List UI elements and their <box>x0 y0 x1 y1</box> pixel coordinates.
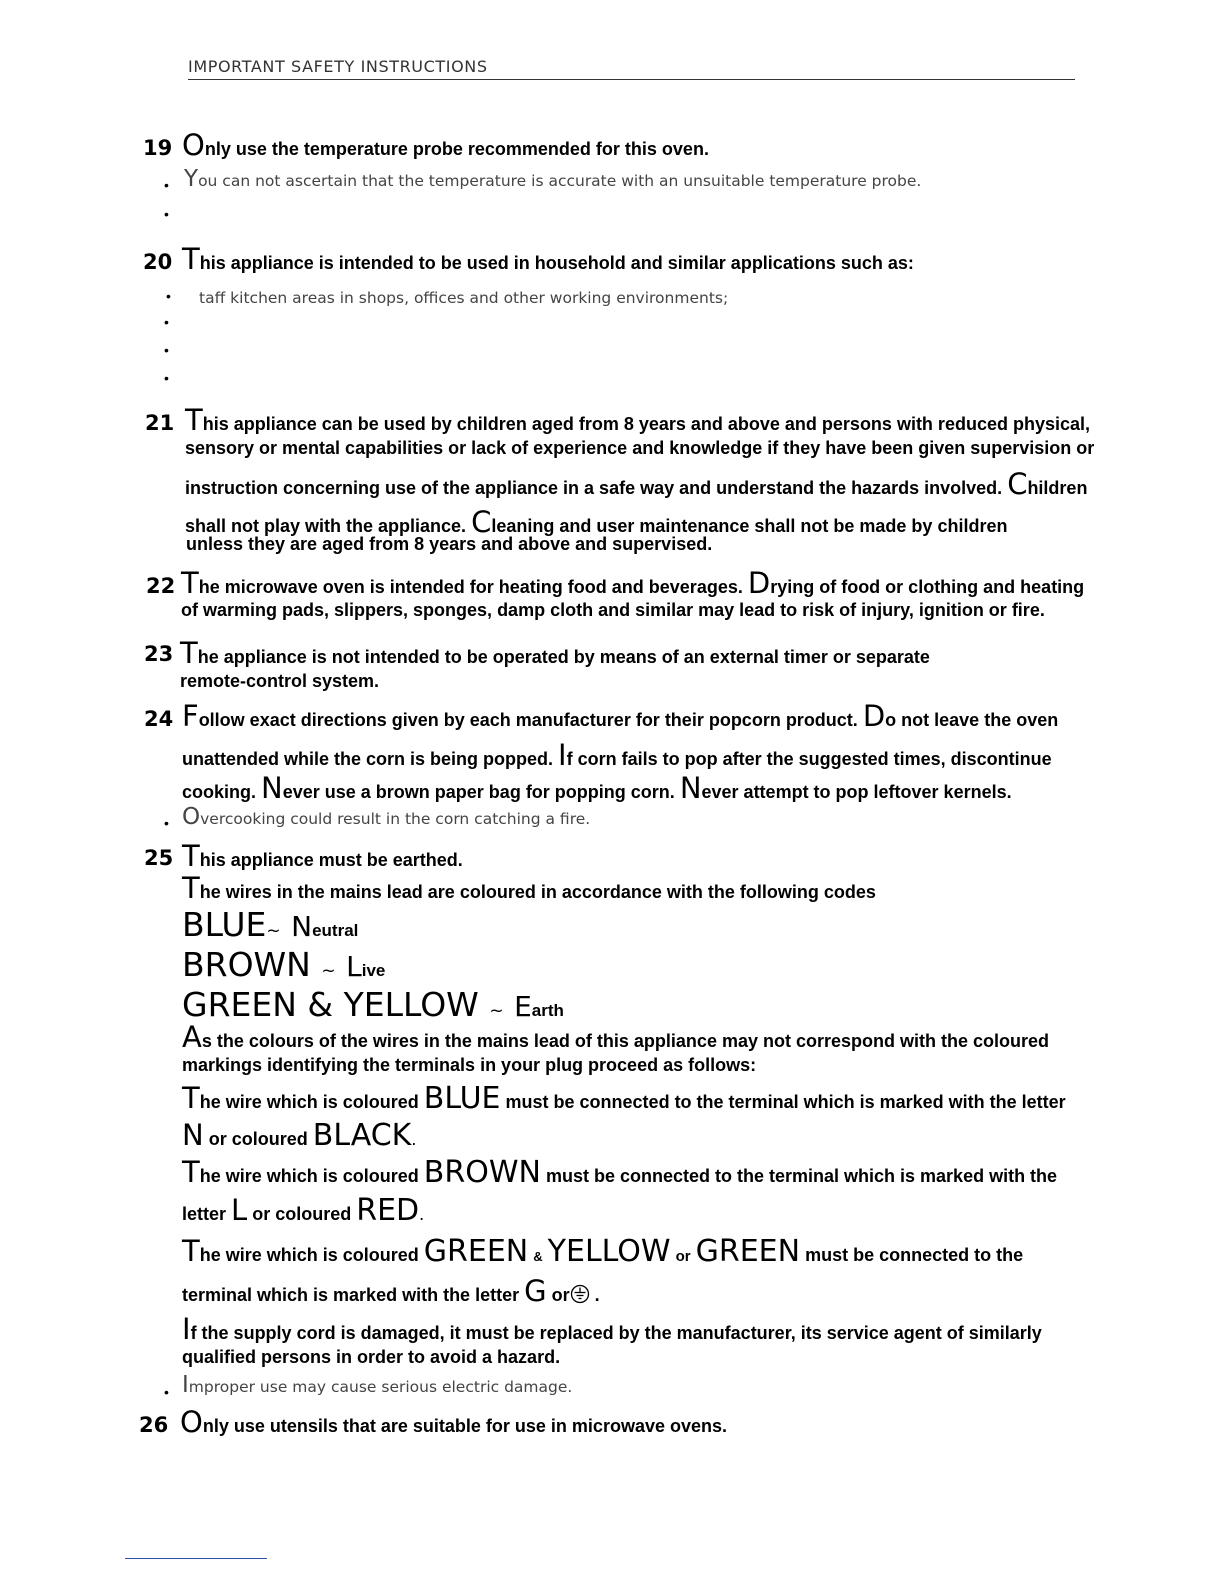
item-25-line-1 <box>182 839 463 873</box>
item-25-para-3-text-a: he wire which is coloured <box>199 1166 419 1186</box>
item-25-para-2-blue: BLUE <box>423 1081 501 1116</box>
item-24-note-text: vercooking could result in the corn catching a fire. <box>200 810 591 828</box>
item-25-bullet: • <box>164 1384 169 1400</box>
item-25-line-2 <box>182 871 876 905</box>
item-25-para-3-line-2 <box>182 1193 425 1228</box>
item-25-para-2-letter-n: N <box>182 1118 204 1152</box>
item-25-para-4-line-1 <box>182 1234 1024 1269</box>
item-21-number: 21 <box>145 411 175 435</box>
item-25-cap: T <box>182 839 200 873</box>
item-24-line-3 <box>182 771 1012 805</box>
item-25-para-2-text-c: or coloured <box>208 1129 308 1149</box>
item-25-note-text: mproper use may cause serious electric damage. <box>188 1378 573 1396</box>
wire-code-brown <box>182 945 385 984</box>
item-21-line-3 <box>185 467 1087 501</box>
item-25-para-5-line-1-text: f the supply cord is damaged, it must be replaced by the manufacturer, its service agent of similarly <box>190 1323 1042 1343</box>
item-21-line-3-cap: C <box>1007 467 1028 501</box>
footnote-rule <box>125 1558 267 1559</box>
item-25-para-2-text-a: he wire which is coloured <box>199 1092 419 1112</box>
item-19-note <box>184 166 921 192</box>
item-21-line-4-cap: C <box>471 505 492 539</box>
item-19-heading <box>182 128 709 162</box>
item-23-number: 23 <box>144 642 174 666</box>
item-25-para-4-or: or <box>675 1248 691 1265</box>
item-21-line-3-text: instruction concerning use of the appliance in a safe way and understand the hazards involved. <box>185 478 1003 498</box>
item-20-bullet-1: • <box>166 288 171 304</box>
item-25-para-1-line-2: markings identifying the terminals in your plug proceed as follows: <box>182 1055 757 1075</box>
item-20-text: his appliance is intended to be used in household and similar applications such as: <box>199 253 914 273</box>
item-22-line-2: of warming pads, slippers, sponges, damp cloth and similar may lead to risk of injury, ignition or fire. <box>181 600 1045 620</box>
item-21-line-1 <box>185 403 1090 437</box>
item-24-cap: F <box>182 699 199 733</box>
item-22-line-1-text: he microwave oven is intended for heating food and beverages. <box>198 577 743 597</box>
item-24-line-1-text: ollow exact directions given by each manufacturer for their popcorn product. <box>198 710 858 730</box>
item-25-para-4-end: . <box>594 1285 600 1305</box>
item-21-line-4-end: leaning and user maintenance shall not be made by children <box>491 516 1008 536</box>
item-24-line-2-text: unattended while the corn is being popped. <box>182 749 554 769</box>
item-24-line-3-cap: N <box>261 771 283 805</box>
item-21-line-3-end: hildren <box>1027 478 1088 498</box>
item-25-para-3-text-d: or coloured <box>252 1204 352 1224</box>
wire-code-green-yellow <box>182 985 564 1024</box>
item-24-line-2 <box>182 738 1052 772</box>
item-20-bullet-4: • <box>164 370 169 386</box>
item-25-note-cap: I <box>182 1372 189 1398</box>
item-22-number: 22 <box>146 574 176 598</box>
item-23-line-2: remote-control system. <box>180 671 380 691</box>
item-25-para-3-cap: T <box>182 1155 200 1189</box>
item-25-para-4-amp: & <box>533 1249 543 1264</box>
item-24-bullet: • <box>164 815 169 831</box>
page-header-title: IMPORTANT SAFETY INSTRUCTIONS <box>188 57 488 76</box>
item-25-para-5-cap: I <box>182 1312 191 1346</box>
item-20-cap: T <box>182 242 200 276</box>
item-25-para-3-text-c: letter <box>182 1204 227 1224</box>
item-25-para-2-text-b: must be connected to the terminal which is marked with the letter <box>505 1092 1066 1112</box>
item-24-line-3-text: cooking. <box>182 782 257 802</box>
wire-code-green-yellow-cap: E <box>514 990 532 1023</box>
item-25-para-4-cap: T <box>182 1234 200 1268</box>
item-21-line-2: sensory or mental capabilities or lack of experience and knowledge if they have been given supervision or <box>185 438 1095 458</box>
item-25-para-4-letter-g: G <box>524 1274 547 1308</box>
item-25-para-4-text-b: must be connected to the <box>805 1245 1024 1265</box>
wire-code-blue-cap: N <box>291 910 313 943</box>
item-25-para-3-red: RED <box>356 1193 420 1228</box>
item-25-para-3-letter-l: L <box>231 1193 248 1227</box>
item-22-cap: T <box>181 566 199 600</box>
item-26-text: nly use utensils that are suitable for use in microwave ovens. <box>202 1416 727 1436</box>
item-23-line-1 <box>180 636 930 670</box>
item-25-para-2-line-1 <box>182 1081 1066 1116</box>
item-19-number: 19 <box>143 136 173 160</box>
item-21-line-4-text: shall not play with the appliance. <box>185 516 467 536</box>
wire-code-brown-color: BROWN <box>182 945 311 984</box>
item-25-para-3-text-b: must be connected to the terminal which is marked with the <box>545 1166 1058 1186</box>
wire-code-green-yellow-label: arth <box>531 1001 564 1020</box>
item-21-line-5: unless they are aged from 8 years and above and supervised. <box>186 534 713 554</box>
item-25-line-1-text: his appliance must be earthed. <box>199 850 463 870</box>
item-25-para-5-line-1 <box>182 1312 1042 1346</box>
item-25-para-3-brown: BROWN <box>423 1155 541 1190</box>
item-25-para-1-line-1-text: s the colours of the wires in the mains lead of this appliance may not correspond with the coloured <box>201 1031 1049 1051</box>
item-25-para-2-black: BLACK <box>312 1118 412 1153</box>
item-25-para-2-cap: T <box>182 1081 200 1115</box>
wire-code-blue-color: BLUE <box>182 905 267 944</box>
item-23-line-1-text: he appliance is not intended to be operated by means of an external timer or separate <box>197 647 930 667</box>
item-19-note-text: ou can not ascertain that the temperature is accurate with an unsuitable temperature probe. <box>198 172 922 190</box>
item-19-bullet-1: • <box>164 177 169 193</box>
item-25-note <box>182 1372 572 1398</box>
item-24-line-2-end: f corn fails to pop after the suggested times, discontinue <box>566 749 1052 769</box>
item-24-note <box>182 804 590 830</box>
item-25-para-4-line-2 <box>182 1274 600 1308</box>
item-22-line-1-end: rying of food or clothing and heating <box>770 577 1085 597</box>
item-20-heading <box>182 242 914 276</box>
wire-code-blue-label: eutral <box>312 921 359 940</box>
wire-code-green-yellow-color: GREEN & YELLOW <box>182 985 479 1024</box>
item-25-para-4-text-c: terminal which is marked with the letter <box>182 1285 520 1305</box>
item-22-line-1 <box>181 566 1085 600</box>
item-25-para-4-yellow: YELLOW <box>547 1234 671 1269</box>
item-25-para-4-text-a: he wire which is coloured <box>199 1245 419 1265</box>
item-25-para-1-line-1 <box>182 1020 1049 1054</box>
item-24-line-1-end: o not leave the oven <box>885 710 1059 730</box>
item-19-text: nly use the temperature probe recommended for this oven. <box>204 139 709 159</box>
item-23-cap: T <box>180 636 198 670</box>
wire-code-brown-cap: L <box>346 950 362 983</box>
item-24-line-2-cap: I <box>558 738 567 772</box>
item-25-para-2-line-2 <box>182 1118 417 1153</box>
earth-ground-icon <box>570 1284 590 1304</box>
item-21-line-1-text: his appliance can be used by children aged from 8 years and above and persons with reduced physical, <box>202 414 1090 434</box>
wire-code-blue <box>182 905 358 944</box>
item-24-line-3-cap-2: N <box>679 771 702 805</box>
item-25-para-5-line-2: qualified persons in order to avoid a hazard. <box>182 1347 561 1367</box>
item-19-note-cap: Y <box>184 166 199 192</box>
item-20-bullet-3: • <box>164 342 169 358</box>
item-25-para-4-or-2: or <box>551 1285 570 1305</box>
item-21-cap: T <box>185 403 203 437</box>
item-20-number: 20 <box>143 250 173 274</box>
item-26-heading <box>180 1405 727 1439</box>
item-25-para-4-green: GREEN <box>423 1234 529 1269</box>
item-22-line-1-cap: D <box>747 566 771 600</box>
item-24-note-cap: O <box>182 804 201 830</box>
item-24-line-3-mid: ever use a brown paper bag for popping corn. <box>282 782 675 802</box>
item-19-bullet-2: • <box>164 206 169 222</box>
wire-code-brown-label: ive <box>361 961 386 980</box>
item-25-para-4-green-2: GREEN <box>695 1234 801 1269</box>
wire-code-green-yellow-sep: ~ <box>489 1001 504 1021</box>
wire-code-blue-sep: ~ <box>266 921 281 941</box>
item-19-cap: O <box>182 128 205 162</box>
wire-code-brown-sep: ~ <box>321 961 336 981</box>
item-25-para-3-line-1 <box>182 1155 1058 1190</box>
item-20-bullet-1-text: taff kitchen areas in shops, offices and other working environments; <box>199 289 729 307</box>
item-25-para-1-cap: A <box>182 1020 202 1054</box>
item-26-cap: O <box>180 1405 203 1439</box>
item-24-line-1-cap: D <box>862 699 886 733</box>
item-24-line-3-end: ever attempt to pop leftover kernels. <box>701 782 1012 802</box>
item-25-line-2-text: he wires in the mains lead are coloured in accordance with the following codes <box>199 882 876 902</box>
item-24-number: 24 <box>144 707 174 731</box>
item-20-bullet-2: • <box>164 314 169 330</box>
header-divider <box>188 79 1075 80</box>
item-25-para-2-end: . <box>411 1129 417 1149</box>
item-25-number: 25 <box>144 846 174 870</box>
item-25-line-2-cap: T <box>182 871 200 905</box>
item-24-line-1 <box>182 699 1059 733</box>
item-25-para-3-end: . <box>419 1204 425 1224</box>
item-26-number: 26 <box>139 1413 169 1437</box>
